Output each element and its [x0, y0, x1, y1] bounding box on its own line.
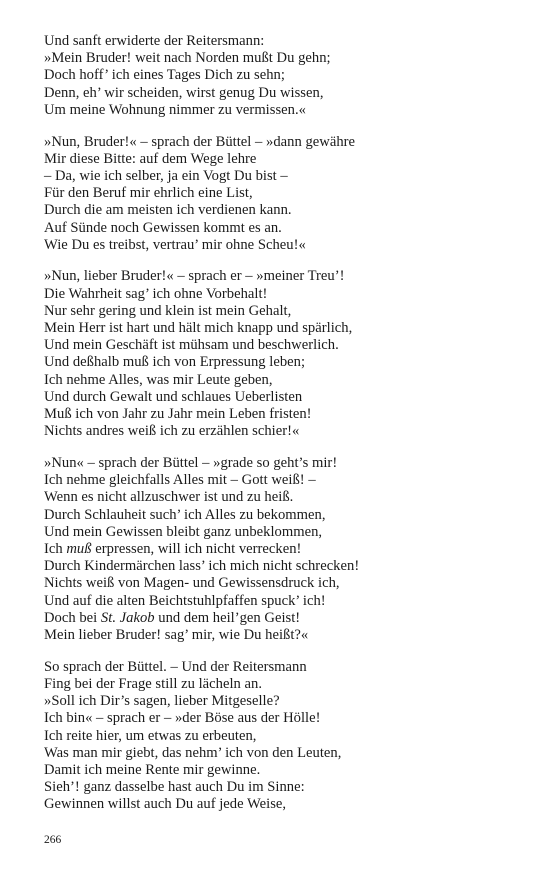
verse-line: Mein Herr ist hart und hält mich knapp und spärlich,: [44, 320, 353, 337]
verse-line: Denn, eh’ wir scheiden, wirst genug Du wissen,: [44, 84, 324, 101]
verse-line: Gewinnen willst auch Du auf jede Weise,: [44, 796, 287, 813]
verse-line: Um meine Wohnung nimmer zu vermissen.«: [44, 101, 306, 118]
verse-line: Doch bei St. Jakob und dem heil’gen Geist!: [44, 609, 301, 626]
verse-line: Wie Du es treibst, vertrau’ mir ohne Scheu!«: [44, 236, 306, 253]
verse-line: Nur sehr gering und klein ist mein Gehalt,: [44, 302, 292, 319]
stanza: [44, 455, 524, 644]
verse-line: Ich muß erpressen, will ich nicht verrecken!: [44, 540, 302, 557]
verse-line: »Nun« – sprach der Büttel – »grade so geht’s mir!: [44, 454, 338, 471]
verse-line: Und sanft erwiderte der Reitersmann:: [44, 33, 265, 49]
verse-line: Ich nehme Alles, was mir Leute geben,: [44, 371, 273, 388]
verse-line: Und mein Geschäft ist mühsam und beschwerlich.: [44, 337, 339, 354]
verse-line: »Nun, lieber Bruder!« – sprach er – »meiner Treu’!: [44, 268, 345, 285]
stanza: [44, 659, 524, 814]
verse-line: Fing bei der Frage still zu lächeln an.: [44, 675, 263, 692]
verse-line: So sprach der Büttel. – Und der Reitersmann: [44, 658, 307, 675]
verse-line: – Da, wie ich selber, ja ein Vogt Du bist –: [44, 167, 288, 184]
verse-line: Doch hoff’ ich eines Tages Dich zu sehn;: [44, 67, 285, 84]
emphasized-word: muß: [66, 540, 92, 557]
verse-line: Sieh’! ganz dasselbe hast auch Du im Sinne:: [44, 779, 305, 796]
stanza: [44, 33, 524, 119]
verse-line: Auf Sünde noch Gewissen kommt es an.: [44, 219, 282, 236]
verse-line: Ich bin« – sprach er – »der Böse aus der Hölle!: [44, 710, 321, 727]
verse-line: »Mein Bruder! weit nach Norden mußt Du gehn;: [44, 50, 331, 67]
verse-line: »Nun, Bruder!« – sprach der Büttel – »dann gewähre: [44, 133, 356, 150]
verse-line: Für den Beruf mir ehrlich eine List,: [44, 185, 253, 202]
verse-line: Die Wahrheit sag’ ich ohne Vorbehalt!: [44, 285, 268, 302]
verse-line: Muß ich von Jahr zu Jahr mein Leben fristen!: [44, 406, 312, 423]
stanza: [44, 134, 524, 254]
verse-line: Nichts andres weiß ich zu erzählen schier!«: [44, 423, 300, 440]
verse-line: Und deßhalb muß ich von Erpressung leben;: [44, 354, 306, 371]
verse-line: Durch Kindermärchen lass’ ich mich nicht schrecken!: [44, 558, 360, 575]
verse-line: Mein lieber Bruder! sag’ mir, wie Du heißt?«: [44, 627, 309, 643]
verse-line: Was man mir giebt, das nehm’ ich von den Leuten,: [44, 744, 342, 761]
page-number: 266: [44, 834, 62, 846]
verse-line: Und durch Gewalt und schlaues Ueberlisten: [44, 388, 303, 405]
verse-line: Durch Schlauheit such’ ich Alles zu bekommen,: [44, 506, 326, 523]
verse-line: Nichts weiß von Magen- und Gewissensdruck ich,: [44, 575, 340, 592]
verse-line: Durch die am meisten ich verdienen kann.: [44, 202, 292, 219]
verse-line: Ich reite hier, um etwas zu erbeuten,: [44, 727, 257, 744]
verse-line: Wenn es nicht allzuschwer ist und zu heiß.: [44, 489, 294, 506]
poem-text-block: [44, 33, 524, 828]
verse-line: Ich nehme gleichfalls Alles mit – Gott weiß! –: [44, 472, 316, 489]
stanza: [44, 268, 524, 440]
verse-line: Mir diese Bitte: auf dem Wege lehre: [44, 150, 257, 167]
emphasized-word: St. Jakob: [100, 609, 155, 626]
verse-line: Damit ich meine Rente mir gewinne.: [44, 761, 261, 778]
verse-line: »Soll ich Dir’s sagen, lieber Mitgeselle?: [44, 693, 280, 710]
verse-line: Und mein Gewissen bleibt ganz unbeklommen,: [44, 523, 323, 540]
verse-line: Und auf die alten Beichtstuhlpfaffen spuck’ ich!: [44, 592, 326, 609]
